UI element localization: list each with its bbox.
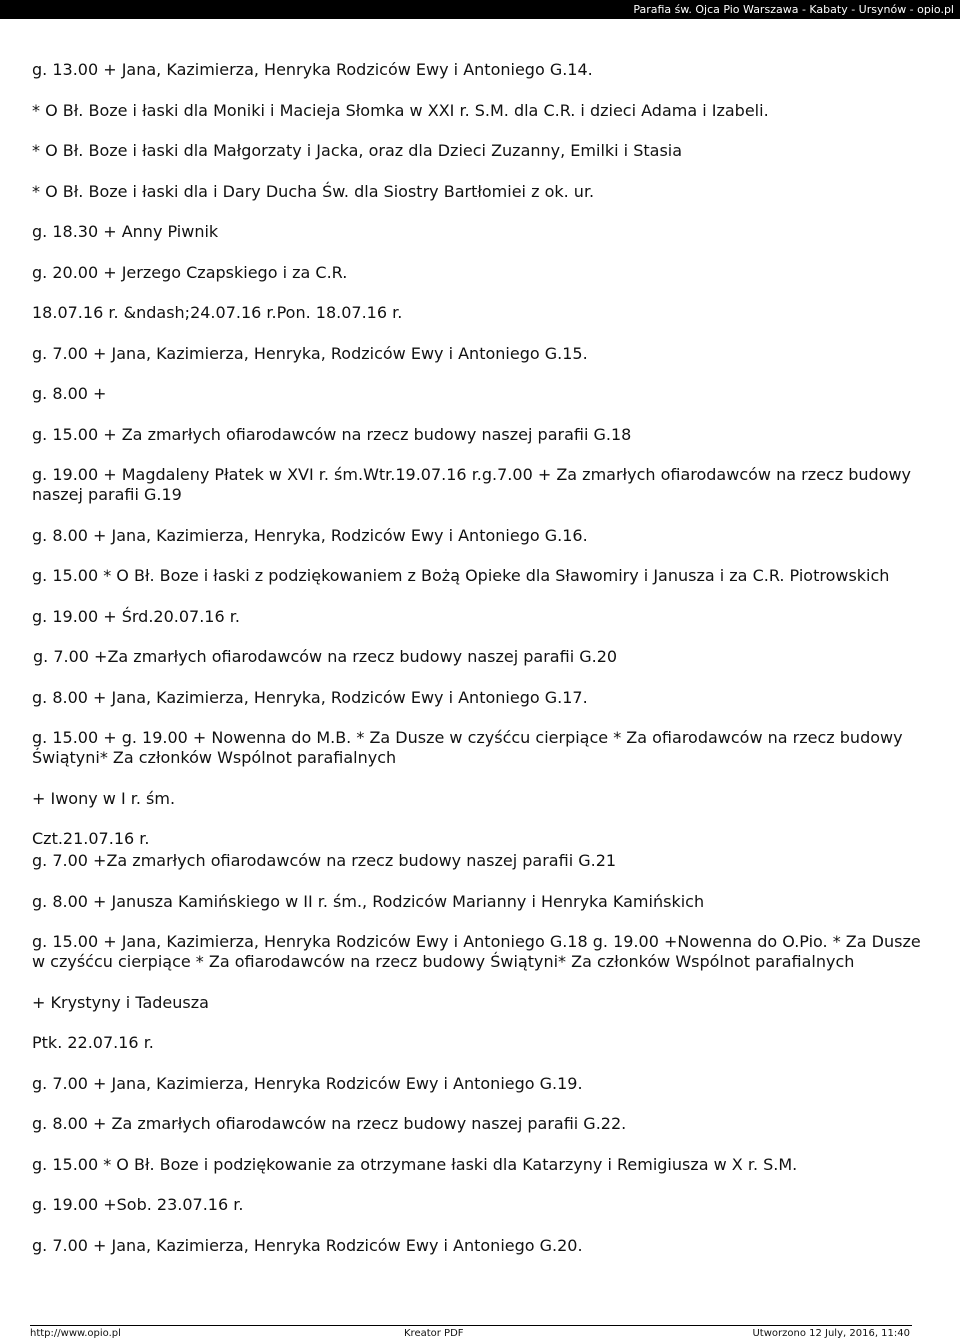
schedule-line: * O Bł. Boze i łaski dla Moniki i Macieja Słomka w XXI r. S.M. dla C.R. i dzieci Adama i Izabeli. [32, 100, 769, 120]
schedule-line: g. 15.00 * O Bł. Boze i łaski z podziękowaniem z Bożą Opieke dla Sławomiry i Janusza i za C.R. Piotrowskich [32, 566, 890, 585]
schedule-line: g. 18.30 + Anny Piwnik [32, 222, 219, 241]
schedule-line: g. 19.00 + Śrd.20.07.16 r. [32, 606, 240, 626]
schedule-line: g. 7.00 + Jana, Kazimierza, Henryka Rodziców Ewy i Antoniego G.19. [32, 1073, 583, 1093]
footer-creator: Kreator PDF [404, 1328, 464, 1339]
schedule-line: g. 8.00 + Za zmarłych ofiarodawców na rzecz budowy naszej parafii G.22. [32, 1114, 627, 1133]
header-bar [0, 0, 960, 19]
footer-divider [30, 1325, 912, 1326]
footer-created-date: Utworzono 12 July, 2016, 11:40 [752, 1328, 910, 1339]
document-body [32, 60, 932, 1276]
schedule-line: g. 20.00 + Jerzego Czapskiego i za C.R. [32, 262, 348, 282]
schedule-line: g. 7.00 + Jana, Kazimierza, Henryka, Rodziców Ewy i Antoniego G.15. [32, 343, 588, 363]
schedule-line: g. 15.00 * O Bł. Boze i podziękowanie za otrzymane łaski dla Katarzyny i Remigiusza w X r. S.M. [32, 1154, 798, 1174]
header-title: Parafia św. Ojca Pio Warszawa - Kabaty - Ursynów - opio.pl [633, 3, 954, 16]
schedule-line: g. 19.00 +Sob. 23.07.16 r. [32, 1195, 244, 1214]
schedule-line: g. 8.00 + [32, 384, 107, 403]
schedule-line: + Iwony w I r. śm. [32, 788, 176, 808]
day-heading: Czt.21.07.16 r. [32, 829, 150, 848]
footer [30, 1327, 910, 1341]
schedule-line: g. 7.00 +Za zmarłych ofiarodawców na rzecz budowy naszej parafii G.21 [32, 851, 617, 870]
schedule-line: g. 15.00 + Za zmarłych ofiarodawców na rzecz budowy naszej parafii G.18 [32, 424, 632, 444]
schedule-line: g. 15.00 + Jana, Kazimierza, Henryka Rodziców Ewy i Antoniego G.18 g. 19.00 +Nowenna do O.Pio. * Za Dusze w czyśćcu cierpiące * Za ofiarodawców na rzecz budowy Świątyni* Za członków Wspólnot parafialnych [32, 932, 921, 971]
schedule-line: * O Bł. Boze i łaski dla Małgorzaty i Jacka, oraz dla Dzieci Zuzanny, Emilki i Stasia [32, 141, 683, 160]
day-heading: Ptk. 22.07.16 r. [32, 1033, 154, 1052]
schedule-line: * O Bł. Boze i łaski dla i Dary Ducha Św. dla Siostry Bartłomiei z ok. ur. [32, 181, 595, 201]
schedule-line: g. 8.00 + Janusza Kamińskiego w II r. śm., Rodziców Marianny i Henryka Kamińskich [32, 891, 705, 911]
schedule-line: g. 13.00 + Jana, Kazimierza, Henryka Rodziców Ewy i Antoniego G.14. [32, 60, 593, 79]
schedule-line: g. 19.00 + Magdaleny Płatek w XVI r. śm.Wtr.19.07.16 r.g.7.00 + Za zmarłych ofiarodawców na rzecz budowy naszej parafii G.19 [32, 465, 912, 504]
footer-url-link[interactable]: http://www.opio.pl [30, 1328, 121, 1339]
schedule-line: g. 15.00 + g. 19.00 + Nowenna do M.B. * Za Dusze w czyśćcu cierpiące * Za ofiarodawców na rzecz budowy Świątyni* Za członków Wspólnot parafialnych [32, 728, 903, 767]
schedule-line: + Krystyny i Tadeusza [32, 992, 209, 1012]
schedule-line: g. 7.00 + Jana, Kazimierza, Henryka Rodziców Ewy i Antoniego G.20. [32, 1235, 583, 1255]
date-range-line: 18.07.16 r. &ndash;24.07.16 r.Pon. 18.07.16 r. [32, 303, 403, 322]
schedule-line: g. 8.00 + Jana, Kazimierza, Henryka, Rodziców Ewy i Antoniego G.17. [32, 687, 588, 707]
schedule-line: g. 7.00 +Za zmarłych ofiarodawców na rzecz budowy naszej parafii G.20 [33, 647, 618, 666]
schedule-line: g. 8.00 + Jana, Kazimierza, Henryka, Rodziców Ewy i Antoniego G.16. [32, 525, 588, 545]
